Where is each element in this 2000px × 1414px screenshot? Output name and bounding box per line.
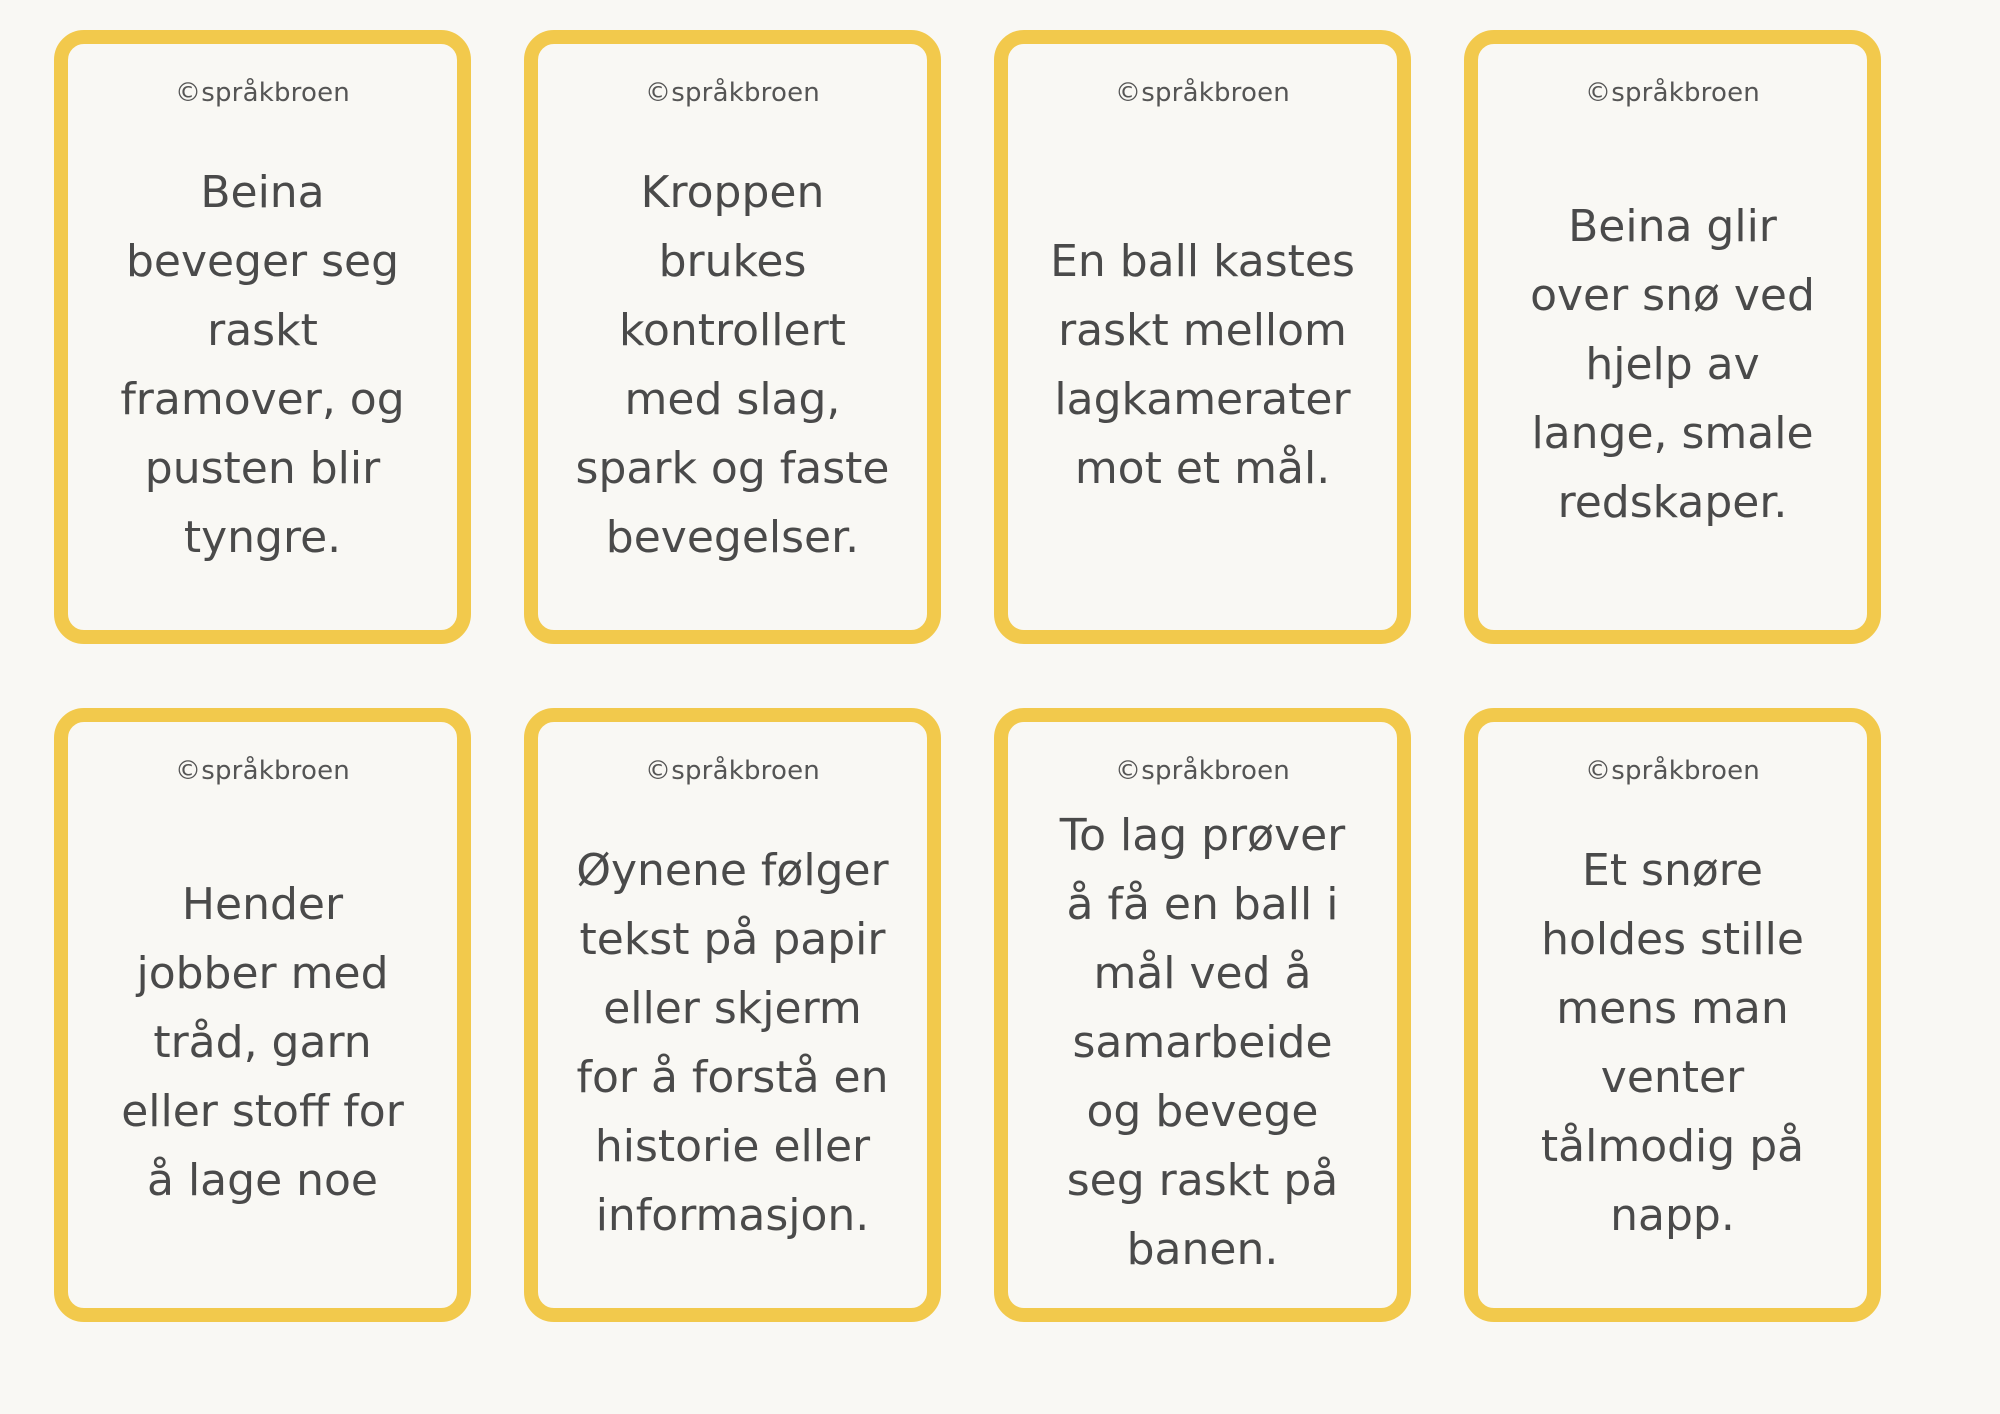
card-description: En ball kastes raskt mellom lagkamerater mot et mål.: [1050, 235, 1355, 494]
card-text-area: [1028, 810, 1377, 1275]
card-credit: ©språkbroen: [1585, 78, 1760, 108]
activity-card: [1464, 708, 1881, 1322]
card-credit: ©språkbroen: [175, 78, 350, 108]
activity-card: [524, 30, 941, 644]
card-description: Øynene følger tekst på papir eller skjerm for å forstå en historie eller informasjon.: [576, 844, 889, 1241]
activity-card: [994, 30, 1411, 644]
card-credit: ©språkbroen: [1115, 78, 1290, 108]
card-text-area: [558, 817, 907, 1268]
card-text-area: [1498, 139, 1847, 590]
activity-card: [524, 708, 941, 1322]
card-text-area: [558, 139, 907, 590]
card-text-area: [88, 139, 437, 590]
card-credit: ©språkbroen: [645, 78, 820, 108]
activity-card: [54, 708, 471, 1322]
card-credit: ©språkbroen: [175, 756, 350, 786]
activity-card: [1464, 30, 1881, 644]
card-credit: ©språkbroen: [1585, 756, 1760, 786]
card-text-area: [88, 817, 437, 1268]
card-description: Beina glir over snø ved hjelp av lange, smale redskaper.: [1530, 201, 1815, 528]
card-description: To lag prøver å få en ball i mål ved å samarbeide og bevege seg raskt på banen.: [1059, 810, 1346, 1275]
activity-card: [54, 30, 471, 644]
card-text-area: [1028, 139, 1377, 590]
card-description: Beina beveger seg raskt framover, og pusten blir tyngre.: [120, 166, 405, 563]
activity-card: [994, 708, 1411, 1322]
card-description: Et snøre holdes stille mens man venter tålmodig på napp.: [1540, 844, 1805, 1241]
card-description: Kroppen brukes kontrollert med slag, spark og faste bevegelser.: [575, 166, 890, 563]
card-description: Hender jobber med tråd, garn eller stoff for å lage noe: [121, 879, 404, 1206]
card-credit: ©språkbroen: [1115, 756, 1290, 786]
card-text-area: [1498, 817, 1847, 1268]
card-credit: ©språkbroen: [645, 756, 820, 786]
